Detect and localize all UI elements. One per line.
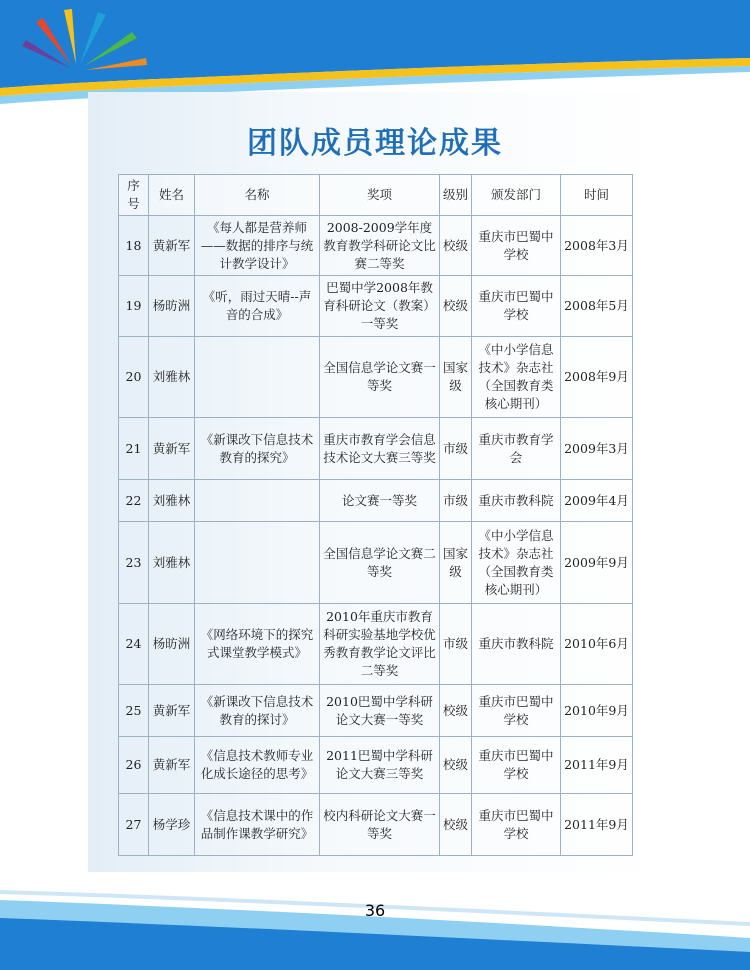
cell-award: 论文赛一等奖 xyxy=(320,480,440,522)
header-title: 名称 xyxy=(195,175,320,216)
header-level: 级别 xyxy=(440,175,472,216)
cell-name: 刘雅林 xyxy=(149,522,195,604)
cell-title: 《每人都是营养师——数据的排序与统计教学设计》 xyxy=(195,216,320,276)
cell-date: 2009年9月 xyxy=(561,522,633,604)
cell-award: 全国信息学论文赛一等奖 xyxy=(320,337,440,418)
cell-title xyxy=(195,480,320,522)
cell-index: 18 xyxy=(119,216,149,276)
cell-award: 重庆市教育学会信息技术论文大赛三等奖 xyxy=(320,418,440,480)
fan-logo-icon xyxy=(14,6,154,76)
cell-date: 2008年9月 xyxy=(561,337,633,418)
cell-level: 校级 xyxy=(440,685,472,737)
cell-index: 21 xyxy=(119,418,149,480)
cell-level: 市级 xyxy=(440,480,472,522)
table-row xyxy=(119,337,633,418)
table-row xyxy=(119,418,633,480)
cell-level: 国家级 xyxy=(440,522,472,604)
cell-date: 2010年6月 xyxy=(561,604,633,685)
cell-issuer: 重庆市巴蜀中学校 xyxy=(472,276,561,337)
header-index: 序号 xyxy=(119,175,149,216)
cell-index: 24 xyxy=(119,604,149,685)
table-row xyxy=(119,604,633,685)
cell-issuer: 重庆市巴蜀中学校 xyxy=(472,794,561,856)
table-header-row xyxy=(119,175,633,216)
cell-index: 22 xyxy=(119,480,149,522)
cell-date: 2009年4月 xyxy=(561,480,633,522)
cell-title: 《新课改下信息技术教育的探讨》 xyxy=(195,685,320,737)
cell-name: 黄新军 xyxy=(149,216,195,276)
cell-name: 杨学珍 xyxy=(149,794,195,856)
cell-issuer: 重庆市教科院 xyxy=(472,604,561,685)
cell-level: 校级 xyxy=(440,276,472,337)
cell-index: 25 xyxy=(119,685,149,737)
cell-issuer: 重庆市巴蜀中学校 xyxy=(472,685,561,737)
cell-issuer: 《中小学信息技术》杂志社（全国教育类核心期刊） xyxy=(472,337,561,418)
cell-award: 巴蜀中学2008年教育科研论文（教案）一等奖 xyxy=(320,276,440,337)
cell-level: 国家级 xyxy=(440,337,472,418)
cell-issuer: 重庆市巴蜀中学校 xyxy=(472,216,561,276)
cell-name: 刘雅林 xyxy=(149,480,195,522)
cell-name: 黄新军 xyxy=(149,685,195,737)
cell-level: 市级 xyxy=(440,418,472,480)
cell-date: 2008年3月 xyxy=(561,216,633,276)
cell-award: 全国信息学论文赛二等奖 xyxy=(320,522,440,604)
cell-title: 《新课改下信息技术教育的探究》 xyxy=(195,418,320,480)
cell-index: 27 xyxy=(119,794,149,856)
cell-issuer: 重庆市教科院 xyxy=(472,480,561,522)
cell-name: 杨昉洲 xyxy=(149,276,195,337)
cell-date: 2009年3月 xyxy=(561,418,633,480)
page-number: 36 xyxy=(364,901,386,920)
cell-title: 《信息技术教师专业化成长途径的思考》 xyxy=(195,737,320,794)
table-row xyxy=(119,522,633,604)
table-row xyxy=(119,685,633,737)
cell-name: 黄新军 xyxy=(149,418,195,480)
table-row xyxy=(119,480,633,522)
cell-index: 19 xyxy=(119,276,149,337)
cell-index: 23 xyxy=(119,522,149,604)
header-date: 时间 xyxy=(561,175,633,216)
cell-issuer: 重庆市巴蜀中学校 xyxy=(472,737,561,794)
cell-name: 杨昉洲 xyxy=(149,604,195,685)
table-row xyxy=(119,737,633,794)
cell-award: 2010巴蜀中学科研论文大赛一等奖 xyxy=(320,685,440,737)
header-award: 奖项 xyxy=(320,175,440,216)
table-row xyxy=(119,276,633,337)
cell-level: 校级 xyxy=(440,216,472,276)
table-row xyxy=(119,794,633,856)
cell-title xyxy=(195,337,320,418)
page-title: 团队成员理论成果 xyxy=(247,126,503,161)
cell-title: 《信息技术课中的作品制作课教学研究》 xyxy=(195,794,320,856)
cell-date: 2011年9月 xyxy=(561,794,633,856)
cell-name: 黄新军 xyxy=(149,737,195,794)
results-table xyxy=(118,174,633,856)
cell-award: 2011巴蜀中学科研论文大赛三等奖 xyxy=(320,737,440,794)
cell-award: 2008-2009学年度教育教学科研论文比赛二等奖 xyxy=(320,216,440,276)
cell-award: 2010年重庆市教育科研实验基地学校优秀教育教学论文评比二等奖 xyxy=(320,604,440,685)
cell-name: 刘雅林 xyxy=(149,337,195,418)
header-issuer: 颁发部门 xyxy=(472,175,561,216)
cell-title: 《听，雨过天晴--声音的合成》 xyxy=(195,276,320,337)
cell-title: 《网络环境下的探究式课堂教学模式》 xyxy=(195,604,320,685)
cell-level: 市级 xyxy=(440,604,472,685)
cell-title xyxy=(195,522,320,604)
table-row xyxy=(119,216,633,276)
header-name: 姓名 xyxy=(149,175,195,216)
cell-award: 校内科研论文大赛一等奖 xyxy=(320,794,440,856)
cell-level: 校级 xyxy=(440,737,472,794)
cell-date: 2008年5月 xyxy=(561,276,633,337)
cell-issuer: 《中小学信息技术》杂志社（全国教育类核心期刊） xyxy=(472,522,561,604)
cell-issuer: 重庆市教育学会 xyxy=(472,418,561,480)
cell-date: 2011年9月 xyxy=(561,737,633,794)
cell-index: 26 xyxy=(119,737,149,794)
cell-level: 校级 xyxy=(440,794,472,856)
cell-date: 2010年9月 xyxy=(561,685,633,737)
cell-index: 20 xyxy=(119,337,149,418)
